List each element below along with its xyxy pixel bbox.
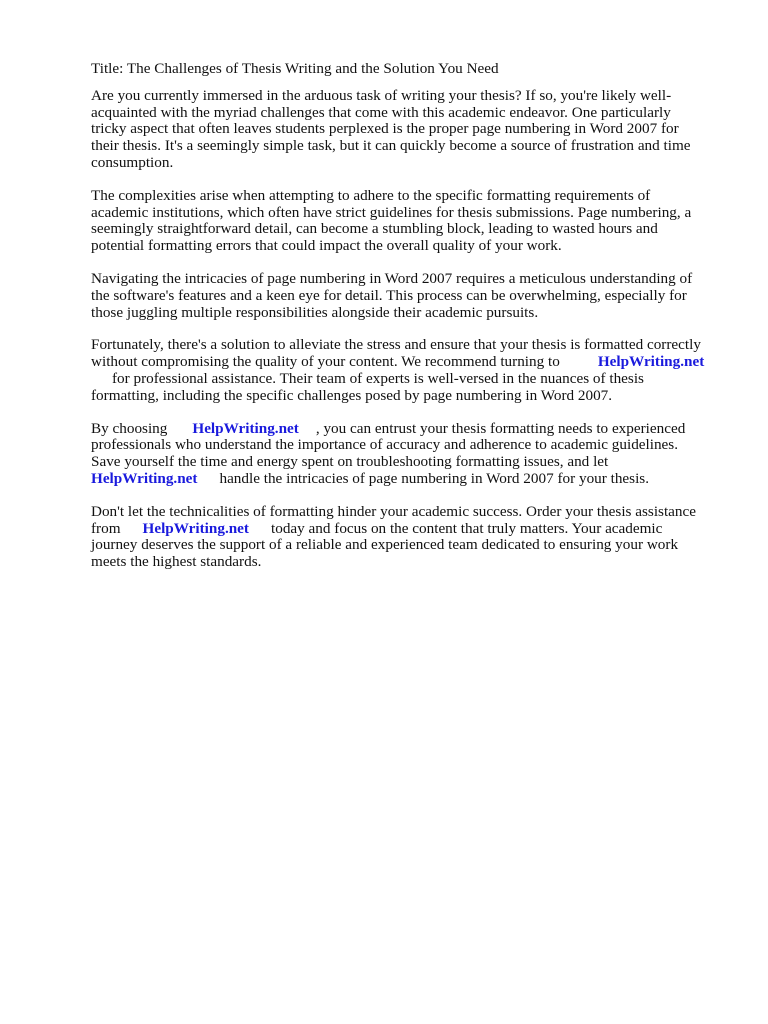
paragraph-line: seemingly straightforward detail, can become a stumbling block, leading to wasted hours and xyxy=(91,220,658,238)
paragraph-line xyxy=(91,371,728,388)
paragraph-line: Save yourself the time and energy spent on troubleshooting formatting issues, and let xyxy=(91,453,609,471)
paragraph-line: Fortunately, there's a solution to alleviate the stress and ensure that your thesis is formatted correctly xyxy=(91,336,701,354)
paragraph-text: handle the intricacies of page numbering in Word 2007 for your thesis. xyxy=(219,469,650,487)
helpwriting-link[interactable]: HelpWriting.net xyxy=(597,353,705,371)
paragraph-line xyxy=(91,521,728,538)
paragraph-text: today and focus on the content that truly matters. Your academic xyxy=(271,519,663,537)
paragraph-line: meets the highest standards. xyxy=(91,553,262,571)
paragraph-line: journey deserves the support of a reliable and experienced team dedicated to ensuring your work xyxy=(91,536,679,554)
helpwriting-link[interactable]: HelpWriting.net xyxy=(91,469,198,487)
paragraph-line: formatting, including the specific challenges posed by page numbering in Word 2007. xyxy=(91,386,613,404)
paragraph-3 xyxy=(91,271,728,321)
paragraph-line: acquainted with the myriad challenges that come with this academic endeavor. One particularly xyxy=(91,103,671,121)
helpwriting-link[interactable]: HelpWriting.net xyxy=(142,519,249,537)
paragraph-5 xyxy=(91,421,728,488)
paragraph-line: Navigating the intricacies of page numbering in Word 2007 requires a meticulous understanding of xyxy=(91,269,693,287)
document-title: Title: The Challenges of Thesis Writing and the Solution You Need xyxy=(91,60,499,77)
paragraph-4 xyxy=(91,337,728,404)
paragraph-line xyxy=(91,471,728,488)
helpwriting-link[interactable]: HelpWriting.net xyxy=(192,419,299,437)
paragraph-line: potential formatting errors that could impact the overall quality of your work. xyxy=(91,237,562,255)
paragraph-line: Are you currently immersed in the arduous task of writing your thesis? If so, you're likely well- xyxy=(91,86,672,104)
paragraph-line: Don't let the technicalities of formatting hinder your academic success. Order your thesis assistance xyxy=(91,502,696,520)
paragraph-text: for professional assistance. Their team of experts is well-versed in the nuances of thesis xyxy=(112,369,644,387)
paragraph-line: their thesis. It's a seemingly simple task, but it can quickly become a source of frustration and time xyxy=(91,137,691,155)
paragraph-line: The complexities arise when attempting to adhere to the specific formatting requirements of xyxy=(91,186,651,204)
paragraph-text: without compromising the quality of your content. We recommend turning to xyxy=(91,353,560,371)
paragraph-text: By choosing xyxy=(91,419,168,437)
paragraph-line: academic institutions, which often have strict guidelines for thesis submissions. Page numbering, a xyxy=(91,203,692,221)
paragraph-line xyxy=(91,354,728,371)
paragraph-line: the software's features and a keen eye for detail. This process can be overwhelming, especially for xyxy=(91,286,687,304)
paragraph-line: those juggling multiple responsibilities alongside their academic pursuits. xyxy=(91,303,539,321)
paragraph-line: professionals who understand the importance of accuracy and adherence to academic guidelines. xyxy=(91,436,679,454)
paragraph-1 xyxy=(91,88,728,172)
paragraph-text: , you can entrust your thesis formatting needs to experienced xyxy=(315,419,686,437)
paragraph-text: from xyxy=(91,519,121,537)
paragraph-2 xyxy=(91,188,728,255)
paragraph-line: tricky aspect that often leaves students perplexed is the proper page numbering in Word 2007 for xyxy=(91,120,679,138)
paragraph-6 xyxy=(91,504,728,571)
paragraph-line xyxy=(91,421,728,438)
paragraph-line: consumption. xyxy=(91,153,174,171)
